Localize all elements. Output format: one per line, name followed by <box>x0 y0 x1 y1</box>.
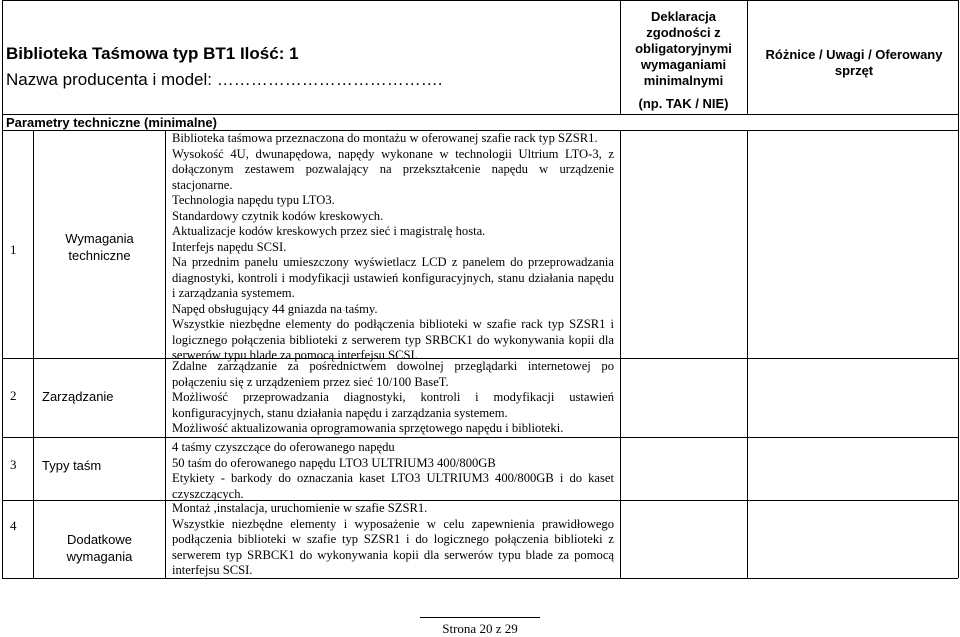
row-description <box>172 131 614 364</box>
description-line: Wysokość 4U, dwunapędowa, napędy wykonane w technologii Ultrium LTO-3, z dołączonym zestawem pozwalający na przekształcenie napędu w urządzenie stacjonarne. <box>172 146 614 192</box>
col-divider-label <box>165 130 166 578</box>
declaration-header <box>620 9 747 89</box>
row-description <box>172 440 614 502</box>
differences-header: Różnice / Uwagi / Oferowany sprzęt <box>765 47 943 78</box>
declaration-header-line: zgodności z <box>646 25 721 40</box>
row-number: 1 <box>10 242 17 257</box>
row-label: Typy taśm <box>42 458 102 473</box>
page-number: Strona 20 z 29 <box>442 621 518 636</box>
col-divider-num <box>33 130 34 578</box>
description-line: Możliwość przeprowadzania diagnostyki, kontroli i modyfikacji ustawień konfiguracyjnych, stanu działania napędu i zarządzania systemem. <box>172 390 614 420</box>
description-line: Napęd obsługujący 44 gniazda na taśmy. <box>172 301 378 316</box>
row-label: Wymagania techniczne <box>65 231 134 263</box>
description-line: Wszystkie niezbędne elementy i wyposażenie w celu zapewnienia prawidłowego podłączenia biblioteki w szafie typ SZSR1 i do logicznego połączenia biblioteki z serwerem typ SRBCK1 do wykonywania kopii dla serwerów typu blade za pomocą interfejsu SCSI. <box>172 516 614 577</box>
description-line: Technologia napędu typu LTO3. <box>172 193 335 207</box>
description-line: Interfejs napędu SCSI. <box>172 239 287 254</box>
row-description <box>172 501 614 579</box>
description-line: Wszystkie niezbędne elementy do podłączenia biblioteki w szafie rack typ SZSR1 i logicznego połączenia biblioteki z serwerem typ SRBCK1 do wykonywania kopii dla serwerów typu blade za pomocą interfejsu SCSI. <box>172 317 614 362</box>
declaration-header-line: Deklaracja <box>650 9 717 24</box>
producer-model-label: Nazwa producenta i model: …………………………………. <box>6 70 443 89</box>
description-line: Na przednim panelu umieszczony wyświetlacz LCD z panelem do przeprowadzania diagnostyki, kontroli i modyfikacji ustawień konfiguracyjnych, stanu działania napędu i zarządzania systemem. <box>172 255 614 300</box>
row-number: 4 <box>10 518 17 533</box>
row-description <box>172 359 614 437</box>
declaration-note: (np. TAK / NIE) <box>638 96 729 111</box>
description-line: Biblioteka taśmowa przeznaczona do montażu w oferowanej szafie rack typ SZSR1. <box>172 131 598 145</box>
declaration-header-line: obligatoryjnymi <box>635 41 732 56</box>
description-line: Aktualizacje kodów kreskowych przez sieć i magistralę hosta. <box>172 224 486 238</box>
row-label: Zarządzanie <box>42 389 114 404</box>
section-title: Parametry techniczne (minimalne) <box>6 115 217 130</box>
description-line: Standardowy czytnik kodów kreskowych. <box>172 208 384 223</box>
col-divider-differences <box>747 130 748 578</box>
row-number: 2 <box>10 388 17 403</box>
row-label: Dodatkowe wymagania <box>66 532 133 564</box>
footer-divider <box>420 617 540 618</box>
page-title: Biblioteka Taśmowa typ BT1 Ilość: 1 <box>6 44 299 63</box>
table-right-border <box>958 0 959 578</box>
description-line: Możliwość aktualizowania oprogramowania sprzętowego napędu i biblioteki. <box>172 421 564 435</box>
declaration-header-line: wymaganiami <box>640 57 727 72</box>
header-divider-2 <box>747 0 748 114</box>
description-line: 4 taśmy czyszczące do oferowanego napędu <box>172 440 395 454</box>
description-line: Montaż ,instalacja, uruchomienie w szafie SZSR1. <box>172 501 428 515</box>
description-line: Zdalne zarządzanie za pośrednictwem dowolnej przeglądarki internetowej po połączeniu się z urządzeniem przez sieć 10/100 BaseT. <box>172 359 614 389</box>
table-top-border <box>2 0 958 1</box>
row-number: 3 <box>10 457 17 472</box>
declaration-header-line: minimalnymi <box>643 73 724 88</box>
description-line: Etykiety - barkody do oznaczania kaset LTO3 ULTRIUM3 400/800GB i do kaset czyszczących. <box>172 471 614 501</box>
description-line: 50 taśm do oferowanego napędu LTO3 ULTRIUM3 400/800GB <box>172 455 496 470</box>
table-left-border <box>2 0 3 578</box>
col-divider-declaration <box>620 130 621 578</box>
row2-bottom-border <box>2 437 958 438</box>
